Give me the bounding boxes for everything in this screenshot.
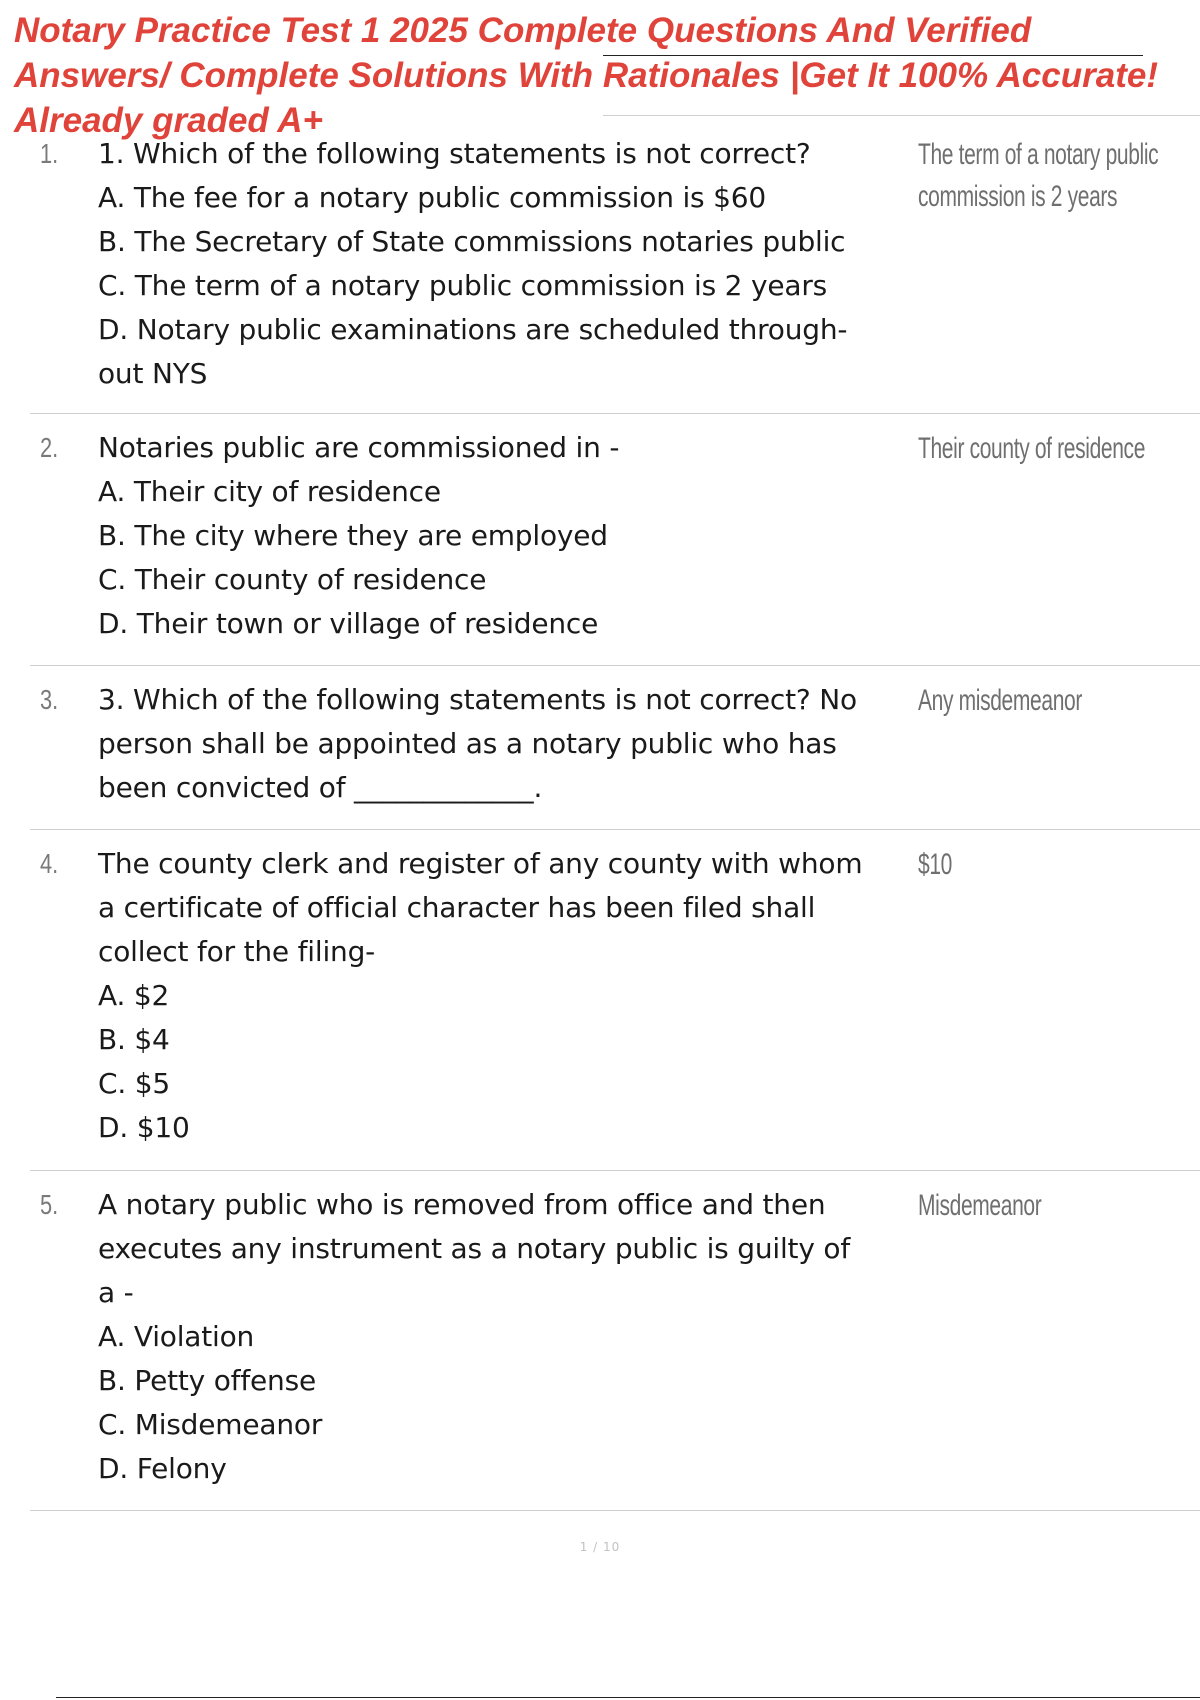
option-line: C. $5 — [98, 1067, 170, 1100]
option-line: B. The city where they are employed — [98, 519, 608, 552]
title-line-1: Notary Practice Test 1 2025 Complete Questions And Verified — [14, 11, 1032, 50]
answer-line: Any misdemeanor — [918, 684, 1082, 717]
question-line: 3. Which of the following statements is not correct? No — [98, 683, 857, 716]
question-number: 3. — [40, 684, 59, 715]
question-line: a certificate of official character has been filed shall — [98, 891, 816, 924]
option-line: A. The fee for a notary public commission is $60 — [98, 181, 766, 214]
question-line: The county clerk and register of any county with whom — [98, 847, 863, 880]
question-line: collect for the filing- — [98, 935, 376, 968]
page-number: 1 / 10 — [579, 1540, 621, 1554]
question-text — [98, 426, 948, 646]
question-text — [98, 1183, 948, 1491]
question-item-5 — [30, 1171, 1200, 1511]
option-line: D. Notary public examinations are scheduled through- — [98, 313, 848, 346]
option-line: D. $10 — [98, 1111, 190, 1144]
question-list — [30, 132, 1200, 1511]
answer-text — [918, 1185, 1041, 1227]
title-line-2: Answers/ Complete Solutions With Rationales |Get It 100% Accurate! — [14, 56, 1158, 95]
answer-text — [918, 428, 1145, 470]
question-text — [98, 842, 948, 1150]
question-line: Notaries public are commissioned in - — [98, 431, 620, 464]
option-line: C. Misdemeanor — [98, 1408, 323, 1441]
question-item-4 — [30, 830, 1200, 1171]
question-number: 5. — [40, 1189, 59, 1220]
option-line: A. $2 — [98, 979, 170, 1012]
option-line: A. Violation — [98, 1320, 255, 1353]
question-number: 1. — [40, 138, 59, 169]
question-item-2 — [30, 414, 1200, 666]
question-line: a - — [98, 1276, 134, 1309]
footer-rule — [56, 1697, 1200, 1698]
question-number: 2. — [40, 432, 59, 463]
answer-line: Their county of residence — [918, 432, 1146, 465]
answer-text — [918, 680, 1082, 722]
option-line: C. The term of a notary public commission is 2 years — [98, 269, 828, 302]
option-line: C. Their county of residence — [98, 563, 487, 596]
question-item-3 — [30, 666, 1200, 830]
title-line-3: Already graded A+ — [14, 101, 323, 140]
option-line: B. $4 — [98, 1023, 170, 1056]
question-line: been convicted of _____________. — [98, 771, 543, 804]
option-line: D. Their town or village of residence — [98, 607, 599, 640]
question-line: A notary public who is removed from office and then — [98, 1188, 826, 1221]
answer-text — [918, 844, 952, 886]
option-line: B. Petty offense — [98, 1364, 316, 1397]
question-number: 4. — [40, 848, 59, 879]
answer-line: The term of a notary public — [918, 138, 1159, 171]
question-item-1 — [30, 132, 1200, 414]
answer-line: $10 — [918, 848, 952, 881]
answer-line: Misdemeanor — [918, 1189, 1042, 1222]
option-line: B. The Secretary of State commissions notaries public — [98, 225, 846, 258]
option-line: A. Their city of residence — [98, 475, 441, 508]
option-line: D. Felony — [98, 1452, 227, 1485]
document-title — [14, 8, 1200, 143]
question-text — [98, 678, 948, 810]
answer-line: commission is 2 years — [918, 180, 1118, 213]
answer-text — [918, 134, 1158, 218]
question-line: person shall be appointed as a notary public who has — [98, 727, 837, 760]
question-text — [98, 132, 948, 396]
option-line: out NYS — [98, 357, 208, 390]
question-line: executes any instrument as a notary public is guilty of — [98, 1232, 850, 1265]
question-line: 1. Which of the following statements is not correct? — [98, 137, 811, 170]
